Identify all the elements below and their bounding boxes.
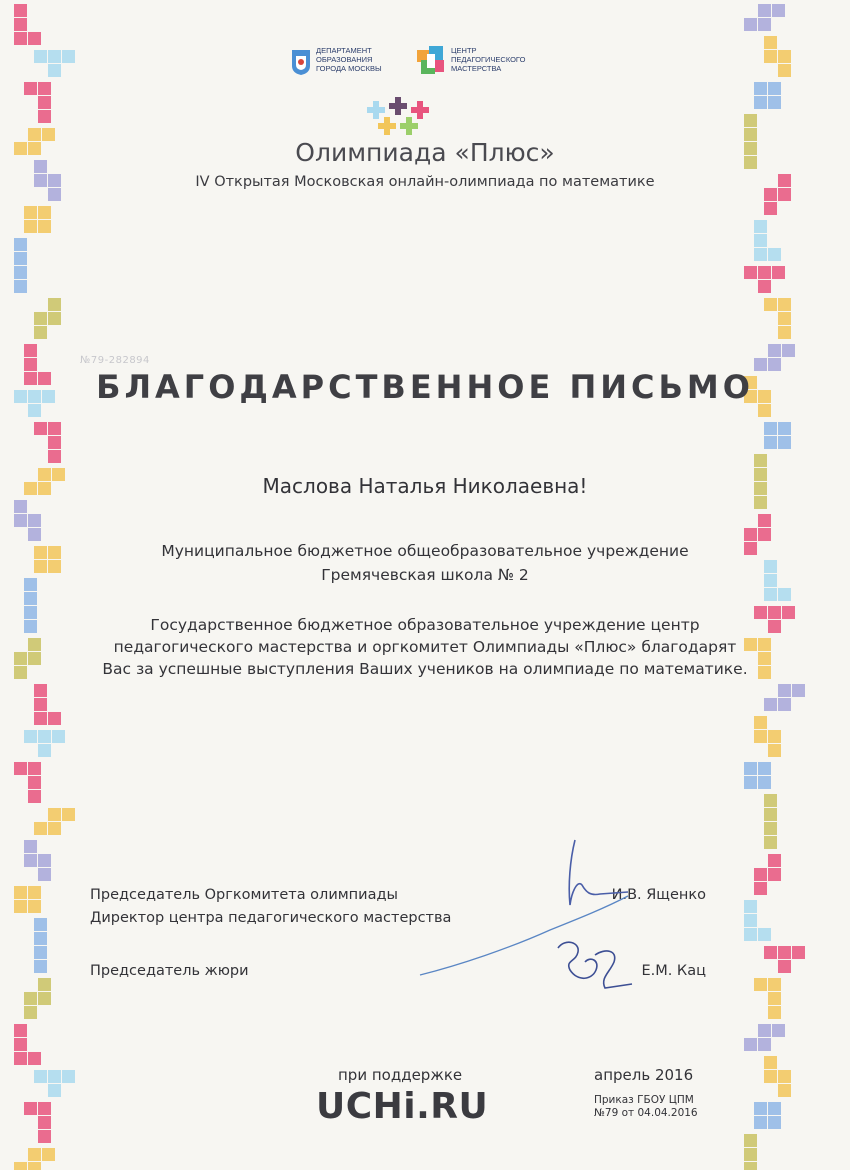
border-block: [48, 450, 61, 463]
border-block: [28, 886, 41, 899]
border-block: [24, 344, 37, 357]
border-block: [28, 652, 41, 665]
order-reference: [594, 1094, 698, 1120]
border-block: [768, 606, 781, 619]
border-block: [768, 248, 781, 261]
border-block: [754, 978, 767, 991]
border-block: [754, 730, 767, 743]
border-block: [768, 1102, 781, 1115]
border-block: [34, 932, 47, 945]
border-block: [14, 514, 27, 527]
border-block: [772, 4, 785, 17]
border-block: [28, 638, 41, 651]
border-block: [24, 82, 37, 95]
border-block: [744, 762, 757, 775]
handwritten-signatures: [400, 830, 660, 1000]
border-block: [768, 992, 781, 1005]
border-block: [754, 454, 767, 467]
border-block: [758, 514, 771, 527]
border-block: [38, 992, 51, 1005]
border-block: [28, 762, 41, 775]
border-block: [772, 1024, 785, 1037]
border-block: [48, 64, 61, 77]
border-block: [778, 1084, 791, 1097]
border-block: [754, 82, 767, 95]
border-block: [28, 1148, 41, 1161]
border-block: [48, 712, 61, 725]
border-block: [34, 422, 47, 435]
border-block: [782, 606, 795, 619]
border-block: [768, 1006, 781, 1019]
document-title: БЛАГОДАРСТВЕННОЕ ПИСЬМО: [96, 368, 754, 406]
border-block: [48, 50, 61, 63]
border-block: [34, 918, 47, 931]
border-block: [764, 698, 777, 711]
border-block: [754, 606, 767, 619]
border-block: [744, 1148, 757, 1161]
border-block: [744, 1162, 757, 1170]
border-block: [38, 854, 51, 867]
border-block: [14, 652, 27, 665]
border-block: [34, 698, 47, 711]
border-block: [24, 854, 37, 867]
border-block: [758, 776, 771, 789]
border-block: [758, 280, 771, 293]
border-block: [758, 18, 771, 31]
border-block: [758, 266, 771, 279]
border-block: [778, 312, 791, 325]
border-block: [24, 840, 37, 853]
border-block: [754, 1116, 767, 1129]
border-block: [768, 1116, 781, 1129]
border-block: [42, 1148, 55, 1161]
border-block: [34, 960, 47, 973]
border-block: [758, 762, 771, 775]
border-block: [38, 206, 51, 219]
border-block: [14, 32, 27, 45]
department-logo-text: ДЕПАРТАМЕНТ ОБРАЗОВАНИЯ ГОРОДА МОСКВЫ: [316, 46, 382, 73]
jury-chair-title: Председатель жюри: [90, 963, 249, 979]
border-block: [14, 1038, 27, 1051]
border-block: [778, 422, 791, 435]
border-block: [14, 900, 27, 913]
border-block: [34, 946, 47, 959]
border-block: [758, 928, 771, 941]
border-block: [764, 1070, 777, 1083]
department-logo: [290, 44, 410, 84]
border-block: [768, 82, 781, 95]
border-block: [34, 712, 47, 725]
border-block: [768, 96, 781, 109]
border-block: [778, 50, 791, 63]
border-block: [48, 422, 61, 435]
border-block: [768, 978, 781, 991]
border-block: [744, 900, 757, 913]
border-block: [744, 1134, 757, 1147]
border-block: [744, 18, 757, 31]
border-block: [34, 1070, 47, 1083]
border-block: [14, 886, 27, 899]
border-block: [792, 684, 805, 697]
cpm-logo: [415, 44, 545, 84]
border-block: [764, 436, 777, 449]
border-block: [754, 882, 767, 895]
border-block: [782, 344, 795, 357]
border-block: [38, 868, 51, 881]
uchi-ru-logo: UCHi.RU: [316, 1086, 489, 1127]
border-block: [48, 312, 61, 325]
olympiad-subtitle: IV Открытая Московская онлайн-олимпиада по математике: [195, 174, 655, 190]
border-block: [28, 1162, 41, 1170]
border-block: [38, 110, 51, 123]
border-block: [758, 1024, 771, 1037]
border-block: [764, 588, 777, 601]
org-chair-titles: [90, 884, 451, 930]
border-block: [28, 1052, 41, 1065]
border-block: [758, 1038, 771, 1051]
border-block: [778, 1070, 791, 1083]
recipient-name: Маслова Наталья Николаевна!: [262, 474, 588, 498]
border-block: [744, 266, 757, 279]
border-block: [14, 18, 27, 31]
border-block: [754, 96, 767, 109]
border-block: [768, 868, 781, 881]
border-block: [764, 422, 777, 435]
border-block: [768, 344, 781, 357]
border-block: [38, 220, 51, 233]
support-label: при поддержке: [338, 1066, 463, 1084]
border-block: [14, 666, 27, 679]
cpm-logo-text: ЦЕНТР ПЕДАГОГИЧЕСКОГО МАСТЕРСТВА: [451, 46, 526, 73]
border-block: [28, 776, 41, 789]
jury-chair-name: Е.М. Кац: [641, 963, 706, 979]
border-block: [754, 716, 767, 729]
border-block: [14, 238, 27, 251]
border-block: [778, 298, 791, 311]
border-block: [48, 1084, 61, 1097]
border-block: [38, 82, 51, 95]
border-block: [38, 1116, 51, 1129]
border-block: [792, 946, 805, 959]
border-block: [48, 822, 61, 835]
header-logos: [290, 44, 590, 84]
border-block: [768, 854, 781, 867]
border-block: [764, 298, 777, 311]
center-director-title: Директор центра педагогического мастерства: [90, 910, 452, 926]
olympiad-plus-logo-icon: [365, 95, 455, 140]
border-block: [14, 1052, 27, 1065]
border-block: [24, 992, 37, 1005]
border-block: [38, 1130, 51, 1143]
border-block: [48, 808, 61, 821]
border-block: [14, 762, 27, 775]
border-block: [62, 50, 75, 63]
border-block: [764, 794, 777, 807]
border-block: [758, 666, 771, 679]
border-block: [14, 500, 27, 513]
org-chair-title: Председатель Оргкомитета олимпиады: [90, 887, 398, 903]
border-block: [34, 326, 47, 339]
border-block: [28, 790, 41, 803]
border-block: [754, 220, 767, 233]
gratitude-text: Государственное бюджетное образовательное учреждение центр педагогического мастерства и оргкомитет Олимпиады «Плюс» благодарят Вас за успешные выступления Ваших учеников на олимпиаде по математике.: [102, 616, 748, 678]
border-block: [764, 946, 777, 959]
border-block: [28, 900, 41, 913]
border-block: [48, 298, 61, 311]
border-block: [24, 1102, 37, 1115]
olympiad-title: Олимпиада «Плюс»: [295, 138, 555, 167]
border-block: [768, 730, 781, 743]
border-block: [758, 638, 771, 651]
border-block: [778, 698, 791, 711]
border-block: [62, 1070, 75, 1083]
border-block: [778, 436, 791, 449]
border-block: [758, 652, 771, 665]
border-block: [758, 4, 771, 17]
border-block: [764, 202, 777, 215]
border-block: [744, 776, 757, 789]
border-block: [34, 822, 47, 835]
border-block: [38, 978, 51, 991]
border-block: [764, 50, 777, 63]
border-block: [768, 620, 781, 633]
border-block: [744, 928, 757, 941]
border-block: [778, 64, 791, 77]
border-block: [14, 1162, 27, 1170]
border-block: [52, 730, 65, 743]
border-block: [754, 868, 767, 881]
border-block: [754, 248, 767, 261]
school-name: [0, 539, 850, 587]
border-block: [14, 1024, 27, 1037]
border-block: [24, 730, 37, 743]
border-block: [744, 114, 757, 127]
border-block: [14, 252, 27, 265]
border-block: [24, 592, 37, 605]
border-block: [14, 280, 27, 293]
border-block: [764, 1056, 777, 1069]
school-line-2: Гремячевская школа № 2: [321, 566, 529, 584]
border-block: [764, 836, 777, 849]
border-block: [38, 1102, 51, 1115]
order-line-2: №79 от 04.04.2016: [594, 1107, 698, 1119]
moscow-emblem-icon: [290, 48, 312, 76]
border-block: [28, 32, 41, 45]
border-block: [744, 914, 757, 927]
border-block: [754, 1102, 767, 1115]
border-block: [24, 620, 37, 633]
document-number: №79-282894: [80, 355, 150, 366]
border-block: [34, 50, 47, 63]
border-block: [38, 730, 51, 743]
border-block: [38, 96, 51, 109]
border-block: [772, 266, 785, 279]
border-block: [62, 808, 75, 821]
school-line-1: Муниципальное бюджетное общеобразовательное учреждение: [161, 542, 689, 560]
border-block: [34, 684, 47, 697]
border-block: [38, 744, 51, 757]
border-block: [14, 4, 27, 17]
order-line-1: Приказ ГБОУ ЦПМ: [594, 1094, 694, 1106]
border-block: [24, 220, 37, 233]
border-block: [778, 960, 791, 973]
border-block: [768, 744, 781, 757]
border-block: [24, 606, 37, 619]
border-block: [778, 684, 791, 697]
cpm-cube-icon: [415, 44, 447, 76]
border-block: [764, 36, 777, 49]
border-block: [34, 312, 47, 325]
org-chair-name: И.В. Ященко: [611, 887, 706, 903]
border-block: [778, 326, 791, 339]
border-block: [778, 588, 791, 601]
border-block: [764, 808, 777, 821]
border-block: [778, 946, 791, 959]
border-block: [24, 1006, 37, 1019]
border-block: [744, 1038, 757, 1051]
border-block: [764, 822, 777, 835]
border-block: [14, 266, 27, 279]
border-block: [48, 1070, 61, 1083]
issue-date: апрель 2016: [594, 1066, 694, 1084]
border-block: [48, 436, 61, 449]
border-block: [24, 206, 37, 219]
border-block: [28, 514, 41, 527]
border-block: [754, 234, 767, 247]
